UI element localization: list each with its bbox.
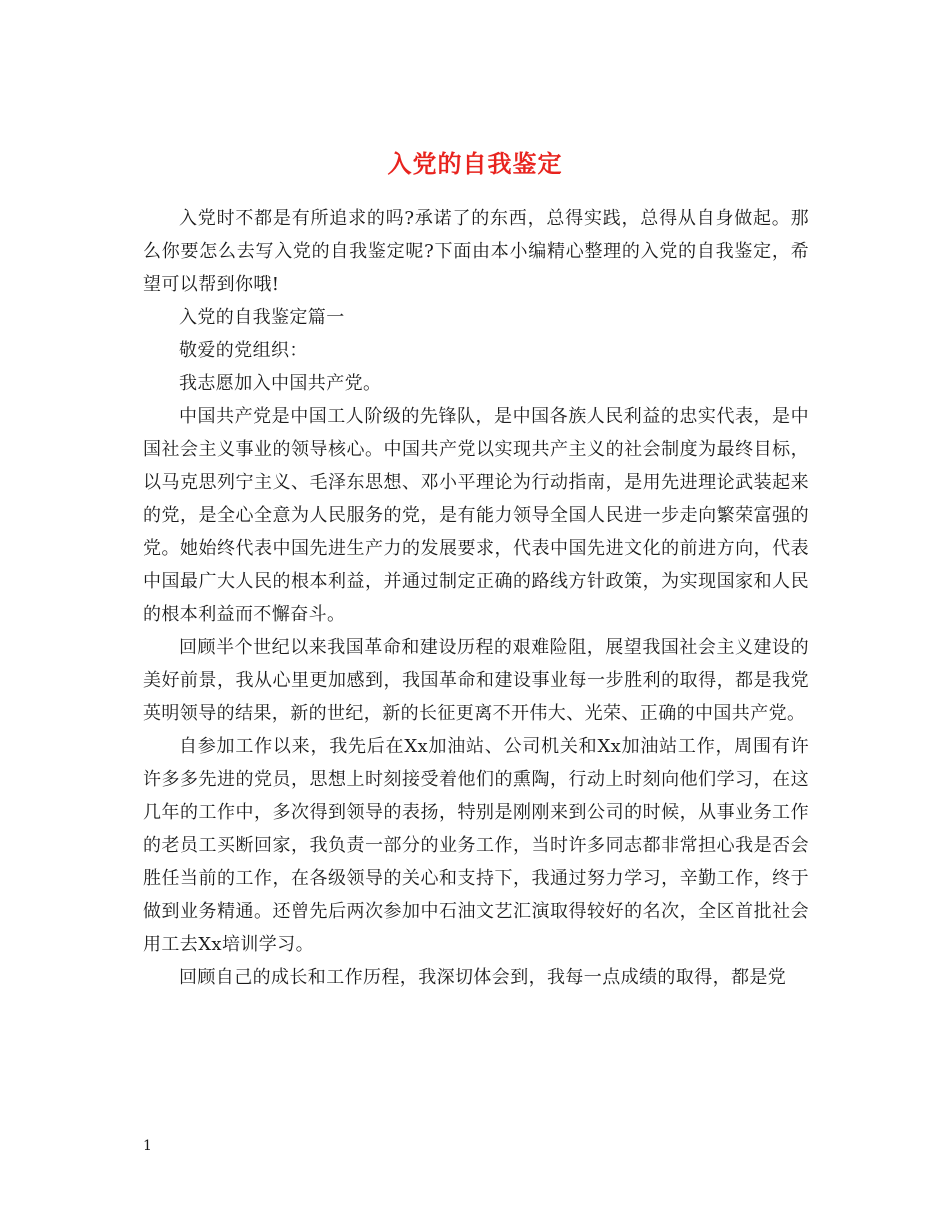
section-heading: 入党的自我鉴定篇一 <box>179 307 345 328</box>
document-body <box>143 202 809 994</box>
salutation: 敬爱的党组织： <box>179 340 308 361</box>
body-paragraph: 回顾半个世纪以来我国革命和建设历程的艰难险阻，展望我国社会主义建设的美好前景，我从心里更加感到，我国革命和建设事业每一步胜利的取得，都是我党英明领导的结果，新的世纪，新的长征更离不开伟大、光荣、正确的中国共产党。 <box>143 637 809 724</box>
intro-paragraph: 入党时不都是有所追求的吗?承诺了的东西，总得实践，总得从自身做起。那么你要怎么去写入党的自我鉴定呢?下面由本小编精心整理的入党的自我鉴定，希望可以帮到你哦! <box>143 208 809 295</box>
body-paragraph: 回顾自己的成长和工作历程，我深切体会到，我每一点成绩的取得，都是党 <box>179 967 787 988</box>
body-paragraph: 中国共产党是中国工人阶级的先锋队，是中国各族人民利益的忠实代表，是中国社会主义事业的领导核心。中国共产党以实现共产主义的社会制度为最终目标，以马克思列宁主义、毛泽东思想、邓小平理论为行动指南，是用先进理论武装起来的党，是全心全意为人民服务的党，是有能力领导全国人民进一步走向繁荣富强的党。她始终代表中国先进生产力的发展要求，代表中国先进文化的前进方向，代表中国最广大人民的根本利益，并通过制定正确的路线方针政策，为实现国家和人民的根本利益而不懈奋斗。 <box>143 406 809 625</box>
body-paragraph: 我志愿加入中国共产党。 <box>179 373 382 394</box>
document-title: 入党的自我鉴定 <box>387 149 563 179</box>
page-number: 1 <box>143 1138 152 1154</box>
body-paragraph: 自参加工作以来，我先后在Xx加油站、公司机关和Xx加油站工作，周围有许许多多先进的党员，思想上时刻接受着他们的熏陶，行动上时刻向他们学习，在这几年的工作中，多次得到领导的表扬，特别是刚刚来到公司的时候，从事业务工作的老员工买断回家，我负责一部分的业务工作，当时许多同志都非常担心我是否会胜任当前的工作，在各级领导的关心和支持下，我通过努力学习，辛勤工作，终于做到业务精通。还曾先后两次参加中石油文艺汇演取得较好的名次，全区首批社会用工去Xx培训学习。 <box>143 736 809 955</box>
